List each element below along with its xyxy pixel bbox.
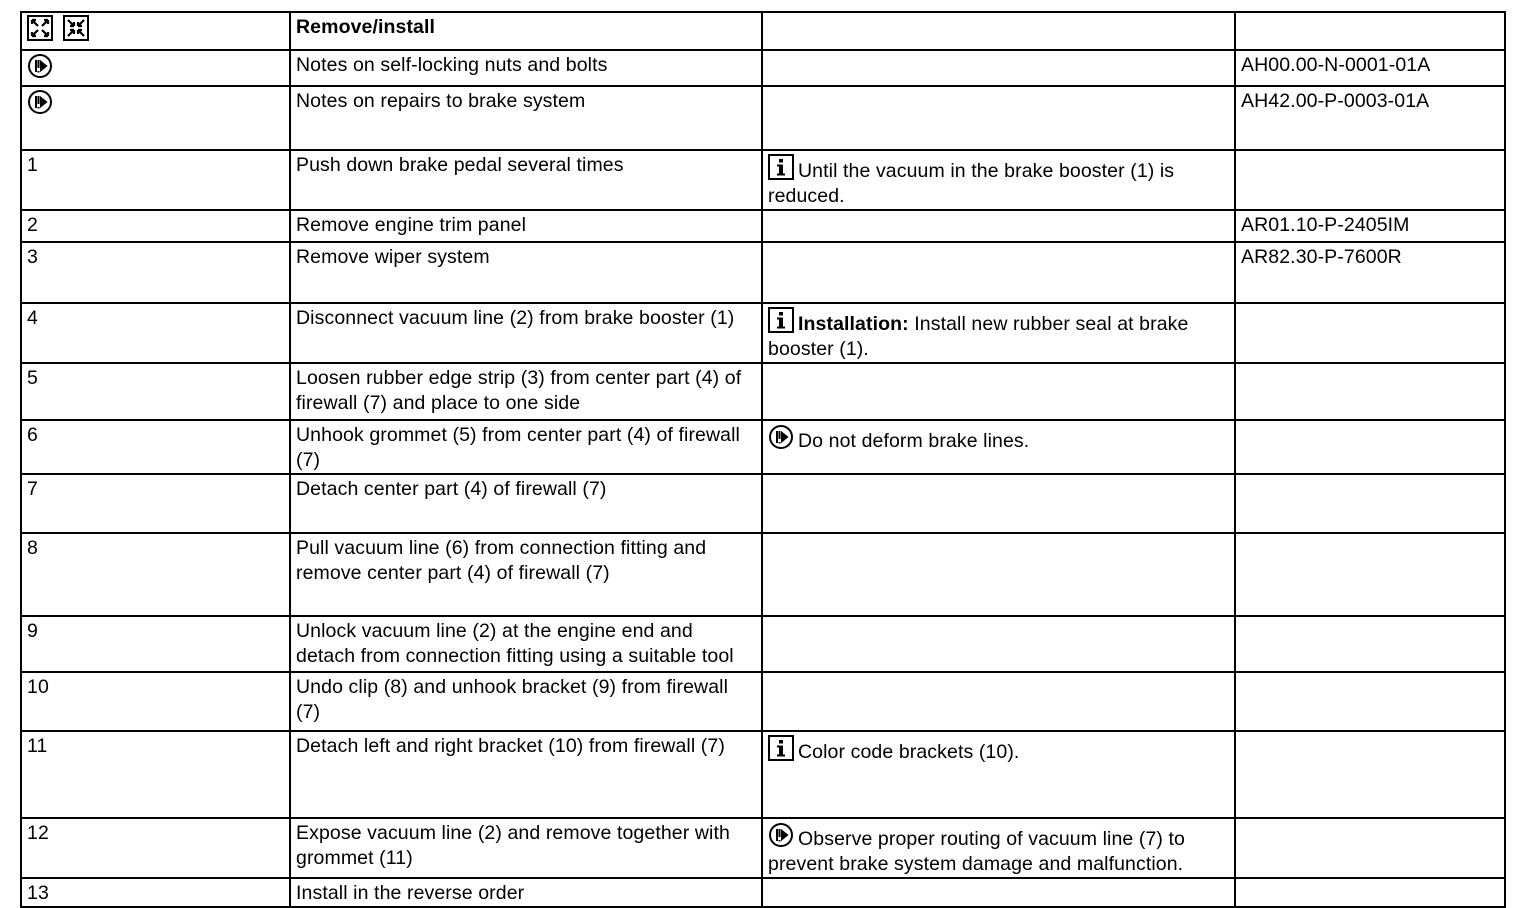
note-cell (762, 672, 1235, 731)
reference-cell (1235, 672, 1505, 731)
note-cell (762, 533, 1235, 616)
reference-cell (1235, 303, 1505, 363)
step-number: 7 (27, 478, 38, 500)
reference-cell (1235, 878, 1505, 907)
step-number: 10 (27, 676, 49, 698)
note-cell (762, 150, 1235, 210)
step-description (290, 878, 762, 907)
reference-cell (1235, 363, 1505, 420)
step-description (290, 86, 762, 150)
table-row (21, 363, 1505, 420)
step-text: Disconnect vacuum line (2) from brake booster (1) (296, 307, 735, 329)
header-icons-cell (21, 12, 290, 50)
step-number: 6 (27, 424, 38, 446)
table-row (21, 210, 1505, 242)
note-cell (762, 731, 1235, 818)
step-cell (21, 363, 290, 420)
reference-cell (1235, 210, 1505, 242)
step-number: 8 (27, 537, 38, 559)
header-title: Remove/install (290, 12, 762, 50)
reference-link[interactable]: AR01.10-P-2405IM (1241, 214, 1410, 236)
table-row (21, 672, 1505, 731)
reference-cell (1235, 818, 1505, 878)
step-cell (21, 533, 290, 616)
note-text: Color code brackets (10). (798, 741, 1020, 763)
table-row (21, 533, 1505, 616)
step-number: 12 (27, 822, 49, 844)
caution-icon (768, 822, 794, 848)
note-cell (762, 242, 1235, 303)
step-number: 9 (27, 620, 38, 642)
table-row (21, 878, 1505, 907)
step-text: Remove wiper system (296, 246, 490, 268)
table-row (21, 818, 1505, 878)
expand-icon[interactable] (27, 15, 53, 41)
step-number: 4 (27, 307, 38, 329)
step-cell (21, 50, 290, 86)
reference-cell (1235, 150, 1505, 210)
note-text: Install new rubber seal at brake booster (1). (768, 313, 1189, 360)
step-description (290, 672, 762, 731)
step-description (290, 616, 762, 672)
step-cell (21, 420, 290, 474)
step-text: Expose vacuum line (2) and remove together with grommet (11) (296, 822, 730, 869)
note-cell (762, 363, 1235, 420)
step-cell (21, 616, 290, 672)
step-description (290, 303, 762, 363)
note-cell (762, 474, 1235, 533)
step-cell (21, 731, 290, 818)
collapse-icon[interactable] (63, 15, 89, 41)
caution-icon (27, 53, 53, 79)
step-description (290, 474, 762, 533)
procedure-table (20, 11, 1506, 908)
note-text: Until the vacuum in the brake booster (1) is reduced. (768, 160, 1175, 207)
step-cell (21, 242, 290, 303)
step-description (290, 420, 762, 474)
reference-link[interactable]: AH42.00-P-0003-01A (1241, 90, 1430, 112)
step-cell (21, 150, 290, 210)
table-row (21, 731, 1505, 818)
step-number: 1 (27, 154, 38, 176)
info-icon (768, 735, 794, 761)
step-text: Push down brake pedal several times (296, 154, 624, 176)
note-cell (762, 420, 1235, 474)
step-text: Undo clip (8) and unhook bracket (9) from firewall (7) (296, 676, 729, 723)
step-description (290, 533, 762, 616)
table-row (21, 303, 1505, 363)
step-text: Detach center part (4) of firewall (7) (296, 478, 607, 500)
caution-icon (768, 424, 794, 450)
table-row (21, 616, 1505, 672)
step-cell (21, 210, 290, 242)
step-text: Unlock vacuum line (2) at the engine end and detach from connection fitting using a suitable tool (296, 620, 734, 667)
header-note-cell (762, 12, 1235, 50)
step-number: 5 (27, 367, 38, 389)
header-ref-cell (1235, 12, 1505, 50)
reference-cell (1235, 474, 1505, 533)
info-icon (768, 154, 794, 180)
step-description (290, 731, 762, 818)
table-row (21, 86, 1505, 150)
reference-cell (1235, 50, 1505, 86)
reference-link[interactable]: AH00.00-N-0001-01A (1241, 54, 1431, 76)
step-cell (21, 86, 290, 150)
reference-cell (1235, 616, 1505, 672)
step-number: 11 (27, 735, 48, 757)
step-cell (21, 672, 290, 731)
note-cell (762, 86, 1235, 150)
step-cell (21, 474, 290, 533)
step-text: Unhook grommet (5) from center part (4) of firewall (7) (296, 424, 740, 471)
step-cell (21, 878, 290, 907)
table-row (21, 50, 1505, 86)
table-row (21, 420, 1505, 474)
reference-cell (1235, 242, 1505, 303)
reference-cell (1235, 731, 1505, 818)
step-number: 3 (27, 246, 38, 268)
step-cell (21, 303, 290, 363)
table-row (21, 150, 1505, 210)
step-text: Notes on self-locking nuts and bolts (296, 54, 608, 76)
note-cell (762, 818, 1235, 878)
step-number: 2 (27, 214, 38, 236)
note-cell (762, 616, 1235, 672)
step-number: 13 (27, 882, 49, 904)
reference-link[interactable]: AR82.30-P-7600R (1241, 246, 1402, 268)
info-icon (768, 307, 794, 333)
note-cell (762, 303, 1235, 363)
note-text: Observe proper routing of vacuum line (7) to prevent brake system damage and malfunction. (768, 828, 1186, 875)
step-description (290, 50, 762, 86)
step-description (290, 210, 762, 242)
step-text: Install in the reverse order (296, 882, 525, 904)
note-text: Do not deform brake lines. (798, 430, 1030, 452)
note-bold-label: Installation: (798, 313, 909, 335)
step-text: Detach left and right bracket (10) from firewall (7) (296, 735, 725, 757)
note-cell (762, 210, 1235, 242)
step-description (290, 363, 762, 420)
reference-cell (1235, 533, 1505, 616)
step-cell (21, 818, 290, 878)
table-row (21, 242, 1505, 303)
step-description (290, 242, 762, 303)
table-row (21, 474, 1505, 533)
step-description (290, 150, 762, 210)
note-cell (762, 50, 1235, 86)
caution-icon (27, 89, 53, 115)
reference-cell (1235, 86, 1505, 150)
step-description (290, 818, 762, 878)
header-row (21, 12, 1505, 50)
step-text: Remove engine trim panel (296, 214, 527, 236)
reference-cell (1235, 420, 1505, 474)
step-text: Notes on repairs to brake system (296, 90, 586, 112)
step-text: Pull vacuum line (6) from connection fitting and remove center part (4) of firewall (7) (296, 537, 707, 584)
note-cell (762, 878, 1235, 907)
step-text: Loosen rubber edge strip (3) from center part (4) of firewall (7) and place to one side (296, 367, 742, 414)
